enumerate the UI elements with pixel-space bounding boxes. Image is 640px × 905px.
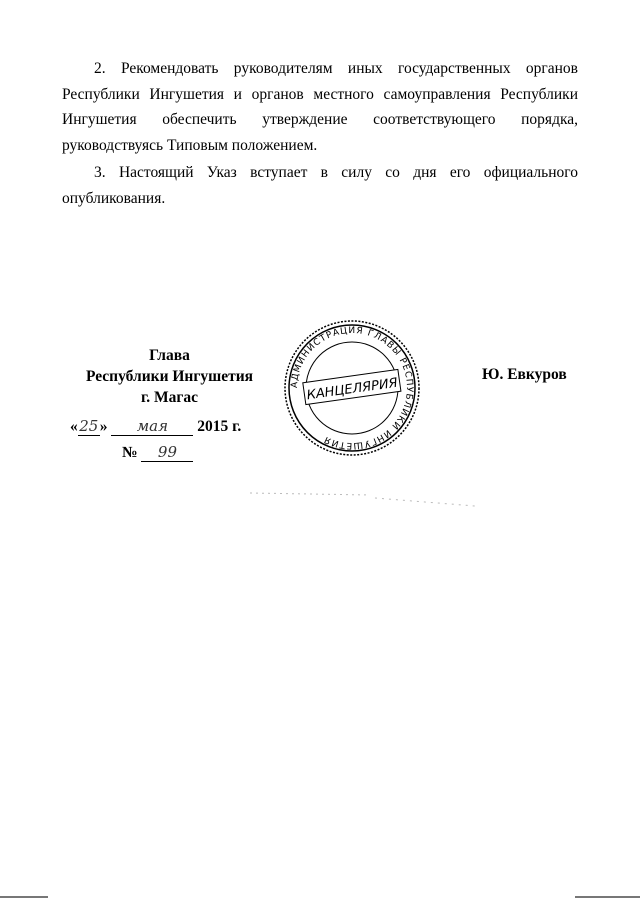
quote-close: » [99, 418, 108, 435]
footer-line [0, 896, 48, 898]
signer-title-line2: Республики Ингушетия [85, 368, 254, 385]
date-day: 25 [79, 417, 99, 435]
paragraph-3 [62, 160, 578, 211]
paragraph-number: 3. [94, 164, 106, 181]
footer-line [575, 896, 640, 898]
paragraph-2 [62, 56, 578, 158]
signer-city: г. Магас [140, 389, 199, 406]
signer-title [62, 345, 277, 408]
date-year: 2015 г. [197, 418, 242, 435]
date-month: мая [111, 418, 193, 436]
paragraph-text: Рекомендовать руководителям иных государственных органов Республики Ингушетия и органов местного самоуправления Республики Ингушетия обеспечить утверждение соответствующего порядка, руководствуясь Типовым положением. [62, 60, 578, 154]
stamp-center-text: КАНЦЕЛЯРИЯ [305, 375, 399, 404]
quote-open: « [70, 418, 78, 435]
document-date [70, 418, 241, 436]
signer-name: Ю. Евкуров [482, 366, 567, 383]
document-number [122, 444, 193, 462]
scan-artifacts [250, 490, 480, 510]
paragraph-text: Настоящий Указ вступает в силу со дня его официального опубликования. [62, 164, 578, 207]
stamp-ring-text: АДМИНИСТРАЦИЯ ГЛАВЫ РЕСПУБЛИКИ ИНГУШЕТИЯ [289, 325, 415, 451]
number-label: № [122, 444, 138, 461]
paragraph-number: 2. [94, 60, 106, 77]
official-stamp [282, 318, 422, 458]
number-value: 99 [141, 444, 193, 462]
signer-title-line1: Глава [149, 347, 190, 364]
